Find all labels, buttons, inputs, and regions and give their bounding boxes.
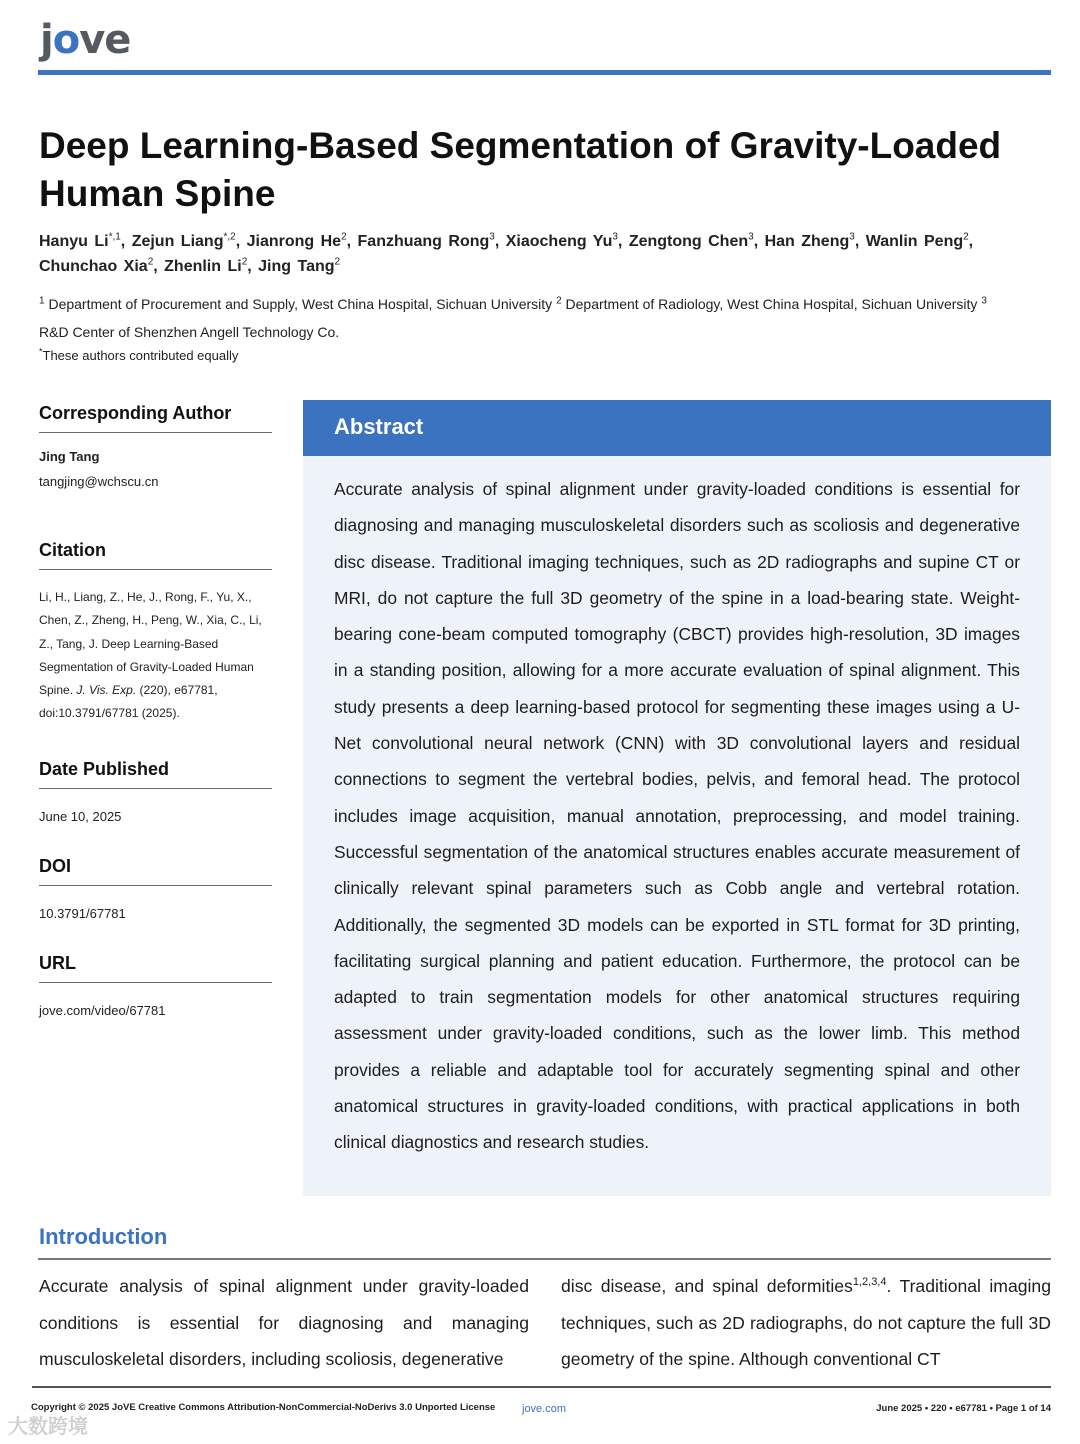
equal-contribution-note: *These authors contributed equally	[39, 346, 239, 363]
author-affiliation-mark: 2	[963, 231, 969, 243]
introduction-heading: Introduction	[39, 1224, 168, 1249]
author-affiliation-mark: 2	[334, 256, 341, 268]
citation-section	[39, 540, 272, 726]
abstract-text: Accurate analysis of spinal alignment under gravity-loaded conditions is essential for diagnosing and managing musculoskeletal disorders such as scoliosis and degenerative disc disease. Traditional imaging techniques, such as 2D radiographs and supine CT or MRI, do not capture the full 3D geometry of the spine in a load-bearing state. Weight-bearing cone-beam computed tomography (CBCT) provides high-resolution, 3D images in a standing position, allowing for a more accurate evaluation of spinal alignment. This study presents a deep learning-based protocol for segmenting these images using a U-Net convolutional neural network (CNN) with 3D convolutional layers and residual connections to segment the vertebral bodies, pelvis, and femoral head. The protocol includes image acquisition, manual annotation, preprocessing, and model training. Successful segmentation of the anatomical structures enables accurate measurement of clinically relevant spinal parameters such as Cobb angle and vertebral rotation. Additionally, the segmented 3D models can be exported in STL format for 3D printing, facilitating surgical planning and patient education. Furthermore, the protocol can be adapted to train segmentation models for other anatomical structures requiring assessment under gravity-loaded conditions, such as the lower limb. This method provides a reliable and adaptable tool for accurately segmenting spinal and other anatomical structures in gravity-loaded conditions, with practical applications in both clinical diagnostics and research studies.	[334, 479, 1020, 1153]
introduction-divider	[38, 1258, 1051, 1260]
reference-superscript[interactable]: 1,2,3,4	[852, 1276, 887, 1289]
doi-section	[39, 856, 272, 925]
author-affiliation-mark: 2	[241, 256, 248, 268]
author-affiliation-mark: *,2	[223, 231, 236, 243]
corresponding-author-section	[39, 403, 272, 493]
author-name: Wanlin Peng	[865, 233, 964, 250]
header-divider	[38, 70, 1051, 75]
author-affiliation-mark: *,1	[108, 231, 121, 243]
author-name: Zhenlin Li	[164, 258, 242, 275]
date-published-section	[39, 759, 272, 828]
affiliation-1: Department of Procurement and Supply, West China Hospital, Sichuan University	[48, 296, 553, 312]
date-published-heading: Date Published	[39, 759, 272, 789]
author-affiliation-mark: 2	[341, 231, 347, 243]
doi-heading: DOI	[39, 856, 272, 886]
watermark: 大数跨境	[8, 1416, 88, 1438]
author-name: Hanyu Li	[39, 233, 109, 250]
introduction-column-1: Accurate analysis of spinal alignment under gravity-loaded conditions is essential for diagnosing and managing musculoskeletal disorders, including scoliosis, degenerative	[39, 1276, 529, 1369]
date-published-value: June 10, 2025	[39, 809, 122, 824]
corresponding-author-name: Jing Tang	[39, 449, 100, 464]
author-affiliation-mark: 2	[147, 256, 154, 268]
footer-copyright: Copyright © 2025 JoVE Creative Commons Attribution-NonCommercial-NoDerivs 3.0 Unported License	[31, 1402, 496, 1413]
footer-page-info: June 2025 • 220 • e67781 • Page 1 of 14	[876, 1403, 1051, 1414]
author-name: Zengtong Chen	[628, 233, 749, 250]
introduction-column-2: disc disease, and spinal deformities$^{1,2,3,4}$. Traditional imaging techniques, such as 2D radiographs, do not capture the full 3D geometry of the spine. Although conventional CT	[561, 1276, 1051, 1369]
author-affiliation-mark: 3	[849, 231, 855, 243]
author-name: Jing Tang	[258, 258, 335, 275]
affiliation-3: R&D Center of Shenzhen Angell Technology Co.	[39, 324, 340, 340]
author-name: Jianrong He	[246, 233, 342, 250]
footer-divider	[32, 1386, 1051, 1388]
author-name: Chunchao Xia	[39, 258, 148, 275]
affiliations: $^1$ Department of Procurement and Supply, West China Hospital, Sichuan University $^2$ Department of Radiology, West China Hospital, Sichuan University $^3$ R&D Center of Shenzhen Angell Technology Co.	[39, 295, 987, 340]
author-name: Zejun Liang	[131, 233, 224, 250]
citation-heading: Citation	[39, 540, 272, 570]
jove-logo: jove	[40, 17, 131, 63]
url-heading: URL	[39, 953, 272, 983]
article-title: Deep Learning-Based Segmentation of Gravity-Loaded Human Spine	[39, 125, 1002, 214]
citation-text: Li, H., Liang, Z., He, J., Rong, F., Yu, X., Chen, Z., Zheng, H., Peng, W., Xia, C., Li, Z., Tang, J. Deep Learning-Based Segmentation of Gravity-Loaded Human Spine. J. Vis. Exp. (220), e67781, doi:10.3791/67781 (2025).	[39, 590, 262, 721]
author-affiliation-mark: 3	[489, 231, 495, 243]
author-list: Hanyu $Li^{*,1}$, Zejun Liang$^{*,2}$, Jianrong He$^2$, Fanzhuang Rong$^3$, Xiaocheng Yu$^3$, Zengtong Chen$^3$, Han Zheng$^3$, Wanlin Peng$^2$, Chunchao Xia$^2$, Zhenlin Li$^2$, Jing Tang$^2$	[39, 231, 974, 275]
affiliation-2: Department of Radiology, West China Hospital, Sichuan University	[565, 296, 978, 312]
author-affiliation-mark: 3	[748, 231, 754, 243]
doi-value[interactable]: 10.3791/67781	[39, 906, 126, 921]
abstract-heading: Abstract	[303, 400, 1051, 456]
abstract-box	[303, 400, 1051, 1196]
author-affiliation-mark: 3	[612, 231, 618, 243]
author-name: Xiaocheng Yu	[505, 233, 613, 250]
author-name: Fanzhuang Rong	[357, 233, 490, 250]
footer-site-link[interactable]: jove.com	[522, 1403, 567, 1415]
corresponding-author-heading: Corresponding Author	[39, 403, 272, 433]
url-section	[39, 953, 272, 1022]
url-link[interactable]: jove.com/video/67781	[39, 1003, 166, 1018]
corresponding-author-email[interactable]: tangjing@wchscu.cn	[39, 474, 159, 489]
author-name: Han Zheng	[764, 233, 850, 250]
